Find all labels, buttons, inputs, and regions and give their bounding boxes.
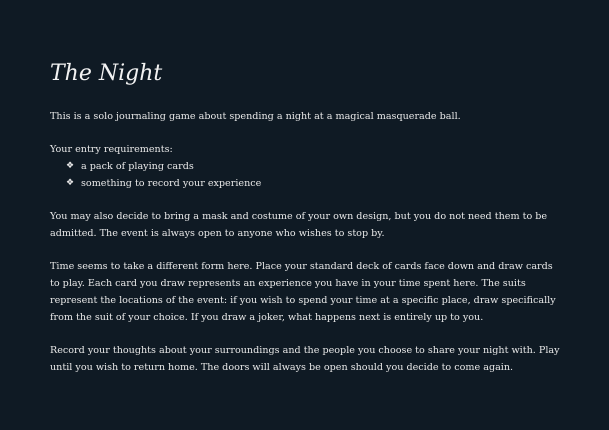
paragraph-rules: Time seems to take a different form here. Place your standard deck of cards face down and draw cards to play. Each card you draw represents an experience you have in your time spent here. The suits represent the locations of the event: if you wish to spend your time at a specific place, draw specifically from the suit of your choice. If you draw a joker, what happens next is entirely up to you.	[50, 261, 556, 323]
list-item	[65, 175, 560, 192]
paragraph-record: Record your thoughts about your surroundings and the people you choose to share your night with. Play until you wish to return home. The doors will always be open should you decide to come again.	[50, 345, 560, 373]
list-item-text: something to record your experience	[81, 178, 262, 189]
requirements-list	[50, 158, 560, 192]
diamond-bullet-icon: ❖	[65, 161, 75, 171]
diamond-bullet-icon: ❖	[65, 178, 75, 188]
page-title	[48, 52, 208, 96]
document-body	[50, 108, 560, 392]
list-item	[65, 158, 560, 175]
list-item-text: a pack of playing cards	[81, 161, 194, 172]
requirements-heading: Your entry requirements:	[50, 144, 173, 155]
intro-paragraph: This is a solo journaling game about spending a night at a magical masquerade ball.	[50, 111, 461, 122]
paragraph-costume: You may also decide to bring a mask and costume of your own design, but you do not need them to be admitted. The event is always open to anyone who wishes to stop by.	[50, 211, 548, 239]
page-title-text: The Night	[50, 61, 163, 86]
